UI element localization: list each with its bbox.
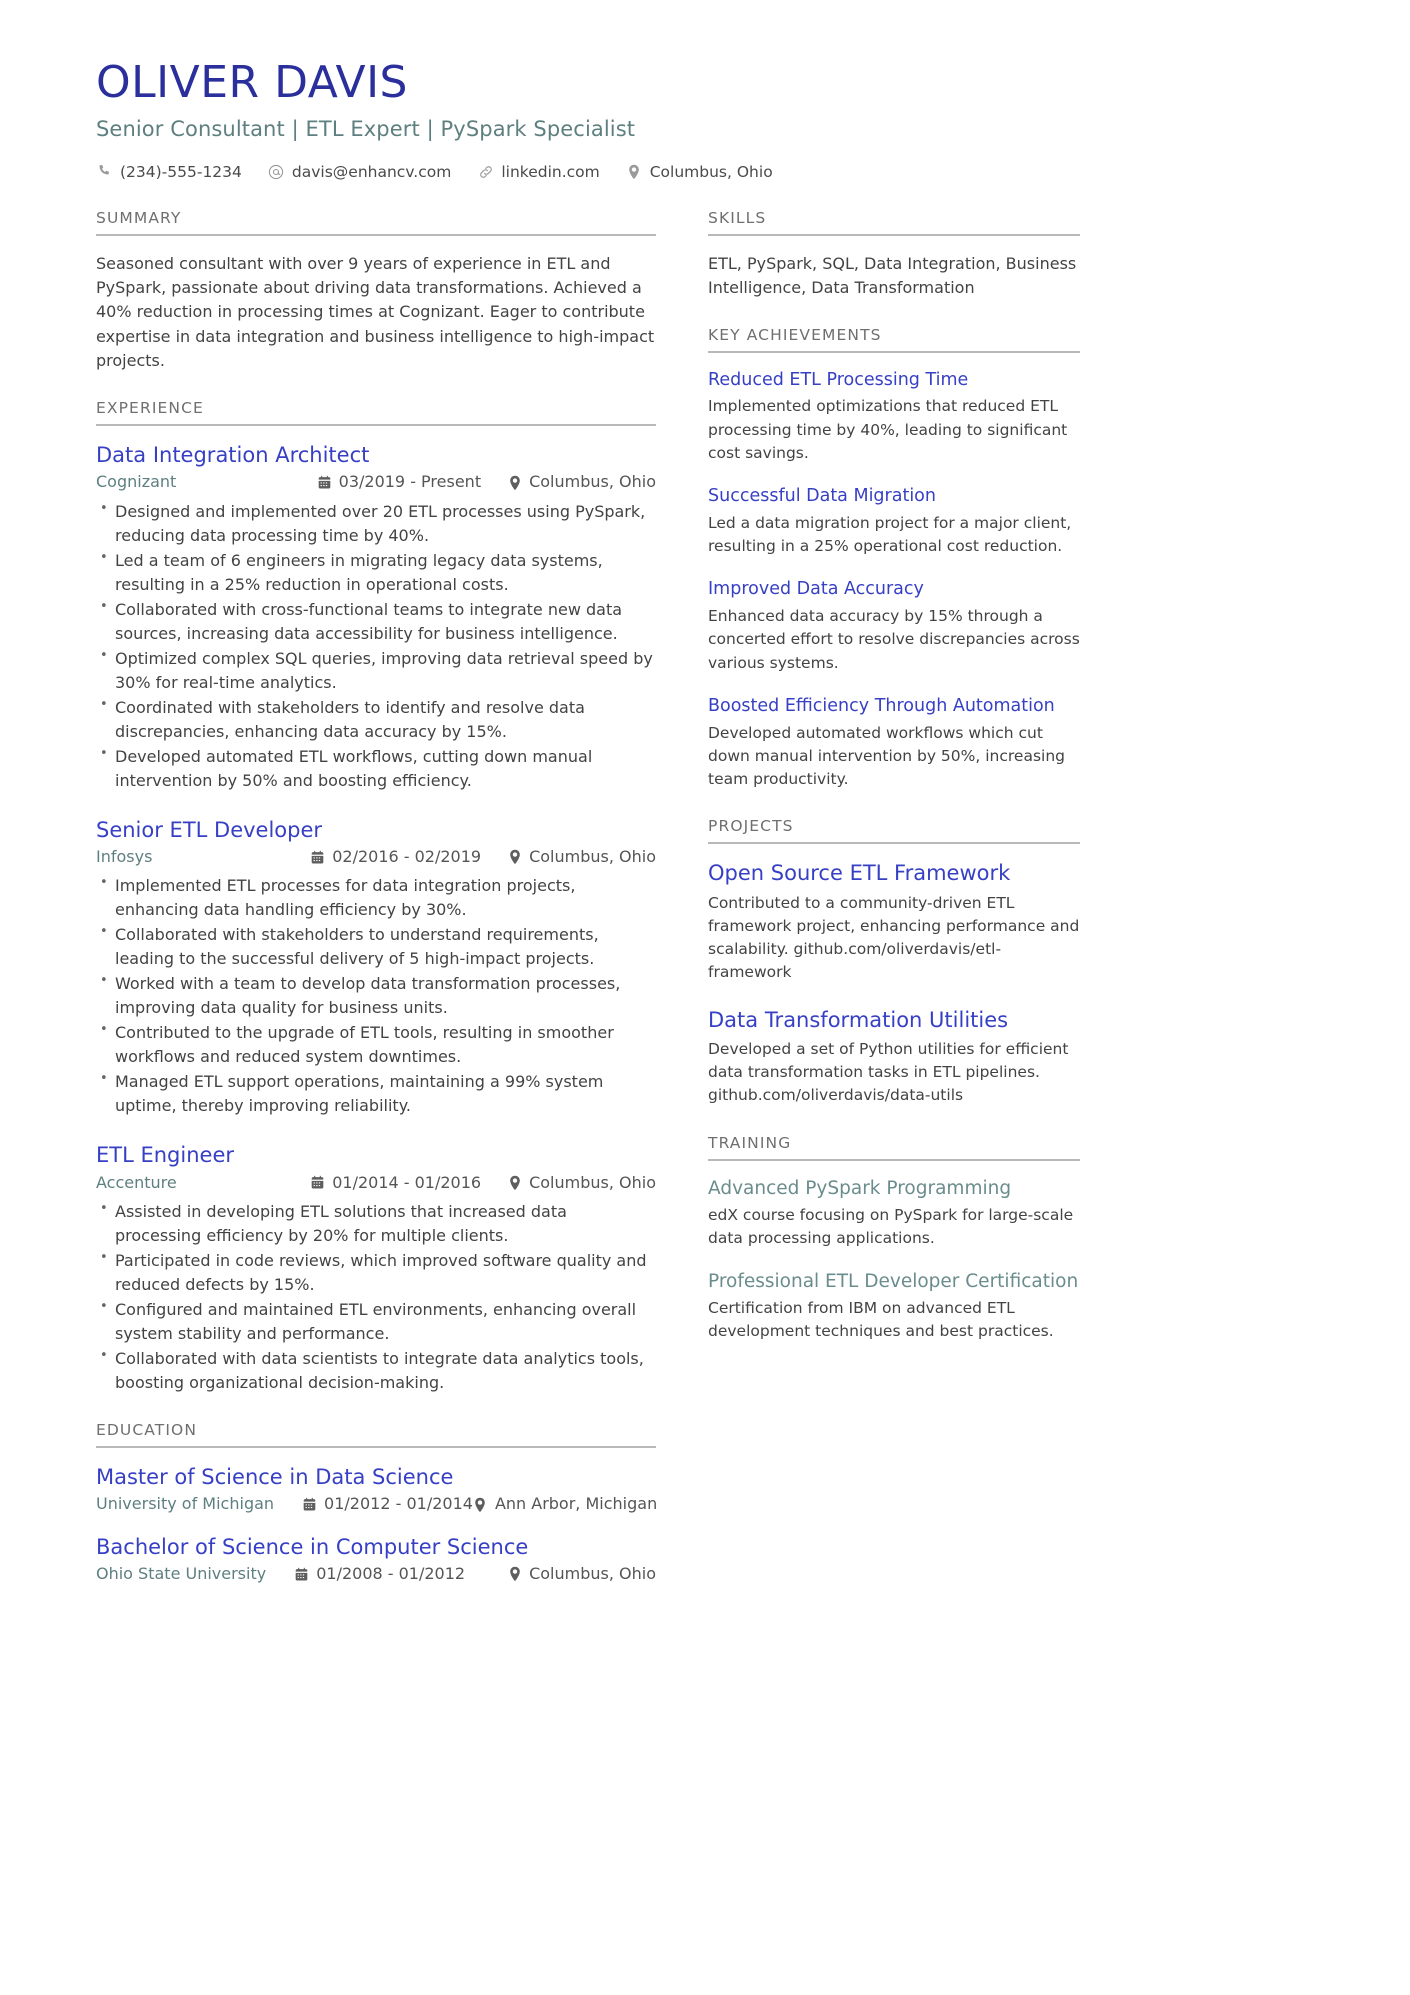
section-divider (708, 351, 1080, 353)
project-entry (708, 1007, 1080, 1108)
job-location-text: Columbus, Ohio (529, 472, 656, 492)
experience-entry (96, 442, 656, 793)
calendar-icon (317, 475, 332, 490)
achievement-entry (708, 695, 1080, 792)
section-projects (708, 817, 1080, 1107)
email-icon (268, 163, 285, 180)
achievement-entry (708, 485, 1080, 558)
job-title: Data Integration Architect (96, 443, 370, 468)
achievement-body: Enhanced data accuracy by 15% through a concerted effort to resolve discrepancies across various systems. (708, 607, 1080, 672)
skills-text: ETL, PySpark, SQL, Data Integration, Business Intelligence, Data Transformation (708, 253, 1077, 297)
education-meta (96, 1563, 656, 1585)
job-bullet: • Implemented ETL processes for data integration projects, enhancing data handling efficiency by 30%. (96, 874, 656, 922)
right-column (708, 209, 1080, 1370)
achievement-body: Implemented optimizations that reduced ETL processing time by 40%, leading to significant cost savings. (708, 397, 1068, 462)
section-training (708, 1134, 1080, 1344)
education-dates-text: 01/2012 - 01/2014 (324, 1494, 473, 1514)
education-dates (294, 1563, 465, 1585)
education-list (96, 1464, 656, 1585)
experience-entry (96, 1142, 656, 1395)
calendar-icon (310, 1175, 325, 1190)
project-title: Data Transformation Utilities (708, 1007, 1009, 1032)
section-summary (96, 209, 656, 374)
location-icon (626, 163, 643, 180)
location-icon (473, 1497, 488, 1512)
job-bullet-list (96, 874, 656, 1118)
contact-text: linkedin.com (501, 162, 600, 181)
achievements-list (708, 369, 1080, 792)
section-key-achievements (708, 326, 1080, 792)
education-meta (96, 1493, 656, 1515)
experience-list (96, 442, 656, 1395)
job-dates-text: 03/2019 - Present (338, 472, 482, 492)
job-location (507, 471, 656, 493)
section-heading-summary: SUMMARY (96, 208, 182, 227)
job-meta (96, 471, 656, 493)
section-divider (96, 1446, 656, 1448)
contact-text: Columbus, Ohio (649, 162, 773, 181)
job-bullet: • Developed automated ETL workflows, cutting down manual intervention by 50% and boosting efficiency. (96, 745, 656, 793)
projects-list (708, 860, 1080, 1107)
section-heading-projects: PROJECTS (708, 817, 794, 836)
job-bullet: • Coordinated with stakeholders to identify and resolve data discrepancies, enhancing data accuracy by 15%. (96, 696, 656, 744)
school-name: Ohio State University (96, 1564, 267, 1584)
job-title: ETL Engineer (96, 1143, 234, 1168)
education-dates-text: 01/2008 - 01/2012 (316, 1564, 466, 1584)
contact-row (96, 163, 1314, 181)
job-bullet: • Participated in code reviews, which improved software quality and reduced defects by 15%. (96, 1249, 656, 1297)
section-experience (96, 399, 656, 1395)
job-bullet: • Collaborated with stakeholders to understand requirements, leading to the successful delivery of 5 high-impact projects. (96, 923, 656, 971)
training-title: Professional ETL Developer Certification (708, 1271, 1079, 1293)
candidate-headline: Senior Consultant | ETL Expert | PySpark Specialist (96, 116, 636, 141)
job-bullet: • Led a team of 6 engineers in migrating legacy data systems, resulting in a 25% reduction in operational costs. (96, 549, 656, 597)
summary-text: Seasoned consultant with over 9 years of experience in ETL and PySpark, passionate about driving data transformations. Achieved a 40% reduction in processing times at Cognizant. Eager to contribute expertise in data integration and business intelligence to high-impact projects. (96, 253, 655, 370)
job-dates-text: 02/2016 - 02/2019 (332, 847, 482, 867)
school-name: University of Michigan (96, 1494, 275, 1514)
job-bullet: • Optimized complex SQL queries, improving data retrieval speed by 30% for real-time analytics. (96, 647, 656, 695)
job-bullet: • Worked with a team to develop data transformation processes, improving data quality for business units. (96, 972, 656, 1020)
job-bullet-list (96, 500, 656, 793)
job-location (507, 846, 656, 868)
section-divider (96, 234, 656, 236)
project-entry (708, 860, 1080, 984)
section-heading-experience: EXPERIENCE (96, 399, 204, 418)
contact-text: davis@enhancv.com (291, 162, 452, 181)
candidate-name: OLIVER DAVIS (96, 57, 408, 108)
job-bullet: • Designed and implemented over 20 ETL processes using PySpark, reducing data processing time by 40%. (96, 500, 656, 548)
location-icon (507, 475, 522, 490)
job-dates (317, 471, 481, 493)
section-divider (96, 424, 656, 426)
section-divider (708, 234, 1080, 236)
contact-item (268, 163, 451, 181)
section-divider (708, 842, 1080, 844)
achievement-entry (708, 369, 1080, 466)
phone-icon (96, 163, 113, 180)
experience-entry (96, 817, 656, 1119)
job-bullet: • Managed ETL support operations, maintaining a 99% system uptime, thereby improving reliability. (96, 1070, 656, 1118)
achievement-body: Led a data migration project for a major client, resulting in a 25% operational cost reduction. (708, 513, 1072, 556)
job-meta (96, 1172, 656, 1194)
job-meta (96, 846, 656, 868)
training-list (708, 1177, 1080, 1344)
company-name: Cognizant (96, 472, 177, 492)
calendar-icon (302, 1497, 317, 1512)
training-body: Certification from IBM on advanced ETL development techniques and best practices. (708, 1299, 1054, 1341)
job-bullet: • Assisted in developing ETL solutions that increased data processing efficiency by 20% for multiple clients. (96, 1200, 656, 1248)
job-bullet: • Contributed to the upgrade of ETL tools, resulting in smoother workflows and reduced system downtimes. (96, 1021, 656, 1069)
contact-item (477, 163, 599, 181)
education-location (507, 1563, 656, 1585)
location-icon (507, 1567, 522, 1582)
education-location (473, 1493, 657, 1515)
contact-text: (234)-555-1234 (120, 162, 242, 181)
education-location-text: Columbus, Ohio (529, 1564, 656, 1584)
section-heading-achievements: KEY ACHIEVEMENTS (708, 325, 882, 344)
location-icon (507, 850, 522, 865)
training-entry (708, 1270, 1080, 1344)
job-dates (310, 846, 481, 868)
job-bullet: • Collaborated with data scientists to integrate data analytics tools, boosting organizational decision-making. (96, 1347, 656, 1395)
calendar-icon (310, 850, 325, 865)
achievement-title: Boosted Efficiency Through Automation (708, 695, 1055, 716)
project-body: Developed a set of Python utilities for efficient data transformation tasks in ETL pipelines. github.com/oliverdavis/data-utils (708, 1039, 1069, 1105)
location-icon (507, 1175, 522, 1190)
job-location (507, 1172, 656, 1194)
achievement-entry (708, 578, 1080, 675)
training-title: Advanced PySpark Programming (708, 1177, 1012, 1199)
job-dates-text: 01/2014 - 01/2016 (332, 1172, 482, 1192)
section-heading-training: TRAINING (708, 1133, 792, 1152)
training-body: edX course focusing on PySpark for large-scale data processing applications. (708, 1205, 1074, 1247)
resume-columns (96, 209, 1314, 1612)
link-icon (477, 163, 494, 180)
degree-title: Bachelor of Science in Computer Science (96, 1534, 529, 1559)
education-location-text: Ann Arbor, Michigan (494, 1494, 658, 1514)
contact-item (96, 163, 242, 181)
achievement-title: Reduced ETL Processing Time (708, 369, 969, 390)
project-body: Contributed to a community-driven ETL framework project, enhancing performance and scalability. github.com/oliverdavis/etl-framework (708, 893, 1080, 982)
job-location-text: Columbus, Ohio (529, 847, 656, 867)
achievement-title: Improved Data Accuracy (708, 579, 924, 600)
job-location-text: Columbus, Ohio (529, 1172, 656, 1192)
left-column (96, 209, 656, 1612)
calendar-icon (294, 1567, 309, 1582)
contact-item (626, 163, 773, 181)
education-entry (96, 1534, 656, 1586)
job-bullet: • Configured and maintained ETL environments, enhancing overall system stability and performance. (96, 1298, 656, 1346)
education-entry (96, 1464, 656, 1516)
section-heading-education: EDUCATION (96, 1421, 198, 1440)
job-bullet: • Collaborated with cross-functional teams to integrate new data sources, increasing data accessibility for business intelligence. (96, 598, 656, 646)
education-dates (302, 1493, 473, 1515)
company-name: Accenture (96, 1172, 177, 1192)
achievement-title: Successful Data Migration (708, 486, 936, 507)
section-skills (708, 209, 1080, 300)
job-title: Senior ETL Developer (96, 817, 323, 842)
job-dates (310, 1172, 481, 1194)
achievement-body: Developed automated workflows which cut down manual intervention by 50%, increasing team productivity. (708, 723, 1065, 789)
project-title: Open Source ETL Framework (708, 861, 1011, 886)
training-entry (708, 1177, 1080, 1251)
section-education (96, 1421, 656, 1585)
section-heading-skills: SKILLS (708, 208, 767, 227)
company-name: Infosys (96, 847, 153, 867)
job-bullet-list (96, 1200, 656, 1395)
resume-header (96, 58, 1314, 181)
section-divider (708, 1159, 1080, 1161)
degree-title: Master of Science in Data Science (96, 1465, 454, 1490)
